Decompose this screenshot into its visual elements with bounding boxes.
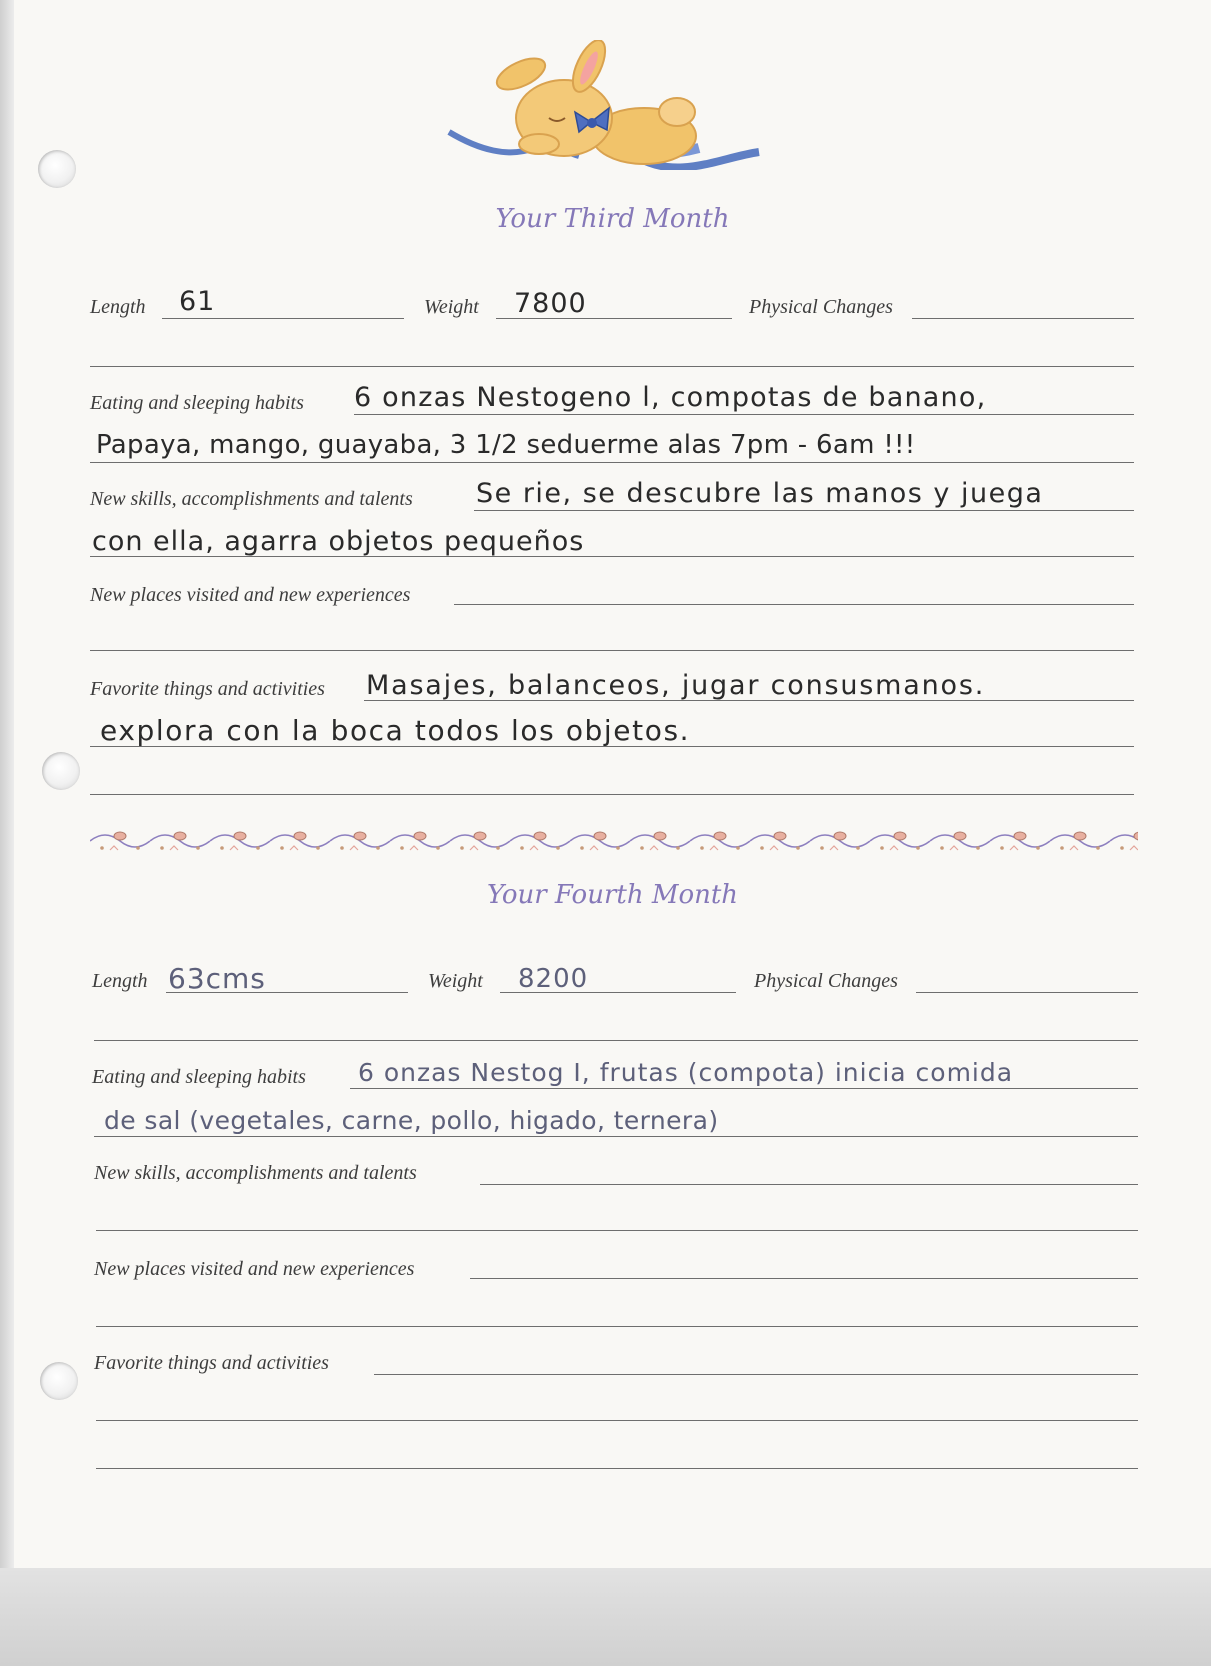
month4-physical-line-2	[94, 1040, 1138, 1041]
month4-eating-text-2[interactable]: de sal (vegetales, carne, pollo, higado, ternera)	[104, 1106, 719, 1135]
month4-favorite-label: Favorite things and activities	[94, 1352, 329, 1374]
month3-weight-value[interactable]: 7800	[514, 288, 587, 319]
month4-eating-line-1	[350, 1088, 1138, 1089]
month3-physical-line	[912, 318, 1134, 319]
month3-skills-text-2[interactable]: con ella, agarra objetos pequeños	[92, 526, 585, 557]
month3-favorite-line-3	[90, 794, 1134, 795]
month3-favorite-text-1[interactable]: Masajes, balanceos, jugar consusmanos.	[366, 670, 986, 701]
month3-physical-line-2	[90, 366, 1134, 367]
month4-eating-text-1[interactable]: 6 onzas Nestog I, frutas (compota) inicia comida	[358, 1058, 1014, 1087]
month3-skills-text-1[interactable]: Se rie, se descubre las manos y juega	[476, 478, 1044, 509]
binder-hole-bottom	[40, 1362, 78, 1400]
month4-favorite-line-3	[96, 1468, 1138, 1469]
month3-length-label: Length	[90, 296, 146, 318]
journal-page	[14, 0, 1211, 1568]
month4-title: Your Fourth Month	[486, 880, 739, 910]
month3-weight-label: Weight	[424, 296, 479, 318]
month3-length-value[interactable]: 61	[179, 286, 216, 317]
month3-favorite-label: Favorite things and activities	[90, 678, 325, 700]
month3-eating-line-2	[90, 462, 1134, 463]
month3-skills-line-1	[474, 510, 1134, 511]
month4-favorite-line-2	[96, 1420, 1138, 1421]
scan-bottom-margin	[0, 1568, 1211, 1666]
month4-skills-line-2	[96, 1230, 1138, 1231]
month3-places-label: New places visited and new experiences	[90, 584, 411, 606]
binder-hole-middle	[42, 752, 80, 790]
month4-weight-value[interactable]: 8200	[518, 964, 589, 994]
month4-eating-line-2	[94, 1136, 1138, 1137]
month3-length-line	[162, 318, 404, 319]
month4-places-line-2	[96, 1326, 1138, 1327]
month4-places-label: New places visited and new experiences	[94, 1258, 415, 1280]
month3-eating-line-1	[354, 414, 1134, 415]
month4-physical-label: Physical Changes	[754, 970, 898, 992]
month4-length-value[interactable]: 63cms	[168, 962, 266, 995]
month4-skills-line-1	[480, 1184, 1138, 1185]
month3-skills-label: New skills, accomplishments and talents	[90, 488, 413, 510]
month3-eating-label: Eating and sleeping habits	[90, 392, 304, 414]
month3-places-line-2	[90, 650, 1134, 651]
month4-physical-line	[916, 992, 1138, 993]
month4-favorite-line-1	[374, 1374, 1138, 1375]
month3-title: Your Third Month	[495, 204, 730, 234]
scan-left-edge	[0, 0, 14, 1568]
binder-hole-top	[38, 150, 76, 188]
floral-border-divider	[90, 826, 1138, 856]
month3-favorite-text-2[interactable]: explora con la boca todos los objetos.	[100, 714, 691, 747]
month4-places-line-1	[470, 1278, 1138, 1279]
bunny-illustration	[439, 40, 799, 170]
month4-eating-label: Eating and sleeping habits	[92, 1066, 306, 1088]
month4-skills-label: New skills, accomplishments and talents	[94, 1162, 417, 1184]
month3-eating-text-1[interactable]: 6 onzas Nestogeno l, compotas de banano,	[354, 382, 987, 413]
month4-weight-label: Weight	[428, 970, 483, 992]
month3-eating-text-2[interactable]: Papaya, mango, guayaba, 3 1/2 seduerme alas 7pm - 6am !!!	[96, 430, 916, 460]
month4-length-label: Length	[92, 970, 148, 992]
month3-places-line-1	[454, 604, 1134, 605]
month3-physical-label: Physical Changes	[749, 296, 893, 318]
